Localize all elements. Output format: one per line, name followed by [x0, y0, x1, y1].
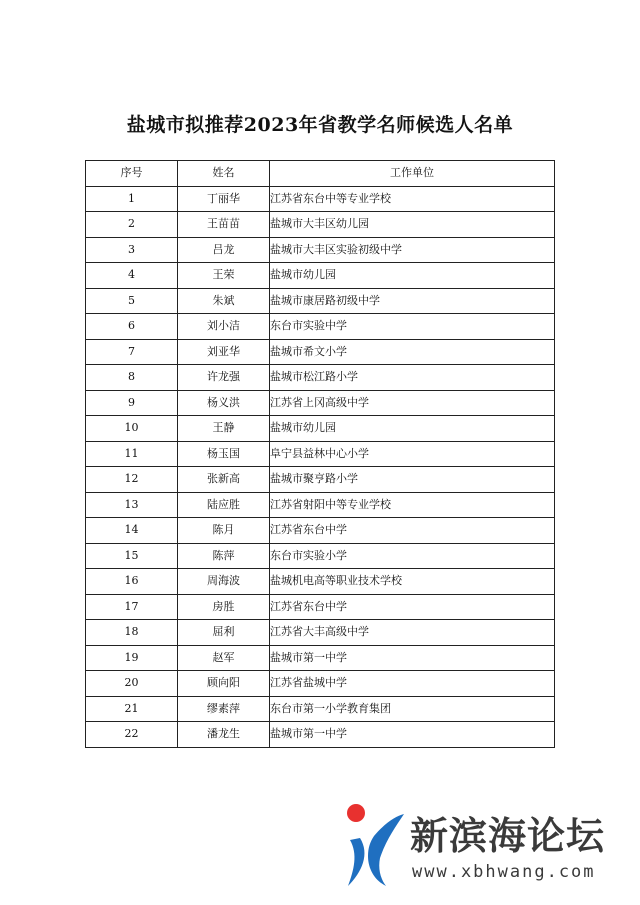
table-row [86, 288, 555, 314]
cell-name: 陆应胜 [178, 492, 270, 518]
table-row [86, 569, 555, 595]
cell-name: 王苗苗 [178, 212, 270, 238]
cell-no: 2 [86, 212, 178, 238]
header-unit: 工作单位 [270, 161, 555, 187]
table-row [86, 390, 555, 416]
cell-unit: 江苏省盐城中学 [270, 671, 555, 697]
cell-no: 14 [86, 518, 178, 544]
table-row [86, 263, 555, 289]
watermark-site-name: 新滨海论坛 [410, 814, 606, 858]
cell-unit: 江苏省上冈高级中学 [270, 390, 555, 416]
cell-no: 6 [86, 314, 178, 340]
candidate-table [85, 160, 555, 748]
cell-unit: 阜宁县益林中心小学 [270, 441, 555, 467]
cell-no: 15 [86, 543, 178, 569]
cell-unit: 盐城市幼儿园 [270, 263, 555, 289]
cell-no: 19 [86, 645, 178, 671]
table-row [86, 696, 555, 722]
table-row [86, 237, 555, 263]
table-row [86, 416, 555, 442]
cell-name: 陈萍 [178, 543, 270, 569]
cell-no: 17 [86, 594, 178, 620]
header-no: 序号 [86, 161, 178, 187]
cell-name: 张新高 [178, 467, 270, 493]
cell-no: 1 [86, 186, 178, 212]
cell-unit: 盐城市希文小学 [270, 339, 555, 365]
cell-unit: 盐城市聚亨路小学 [270, 467, 555, 493]
cell-name: 缪素萍 [178, 696, 270, 722]
cell-name: 杨玉国 [178, 441, 270, 467]
cell-name: 朱斌 [178, 288, 270, 314]
table-row [86, 543, 555, 569]
cell-unit: 盐城市第一中学 [270, 645, 555, 671]
table-row [86, 467, 555, 493]
cell-name: 吕龙 [178, 237, 270, 263]
table-row [86, 518, 555, 544]
table-row [86, 722, 555, 748]
cell-no: 20 [86, 671, 178, 697]
cell-name: 许龙强 [178, 365, 270, 391]
cell-no: 5 [86, 288, 178, 314]
cell-no: 7 [86, 339, 178, 365]
cell-name: 房胜 [178, 594, 270, 620]
cell-name: 屈利 [178, 620, 270, 646]
cell-no: 12 [86, 467, 178, 493]
cell-unit: 江苏省东台中学 [270, 594, 555, 620]
table-header-row [86, 161, 555, 187]
cell-unit: 东台市实验小学 [270, 543, 555, 569]
site-watermark [340, 800, 630, 895]
table-row [86, 645, 555, 671]
cell-name: 赵军 [178, 645, 270, 671]
table-row [86, 339, 555, 365]
cell-no: 21 [86, 696, 178, 722]
table-body [86, 186, 555, 747]
table-row [86, 186, 555, 212]
cell-unit: 盐城市松江路小学 [270, 365, 555, 391]
cell-unit: 盐城市第一中学 [270, 722, 555, 748]
cell-name: 刘小洁 [178, 314, 270, 340]
cell-name: 王静 [178, 416, 270, 442]
cell-unit: 盐城市大丰区幼儿园 [270, 212, 555, 238]
cell-name: 刘亚华 [178, 339, 270, 365]
table-row [86, 492, 555, 518]
table-row [86, 671, 555, 697]
table-row [86, 314, 555, 340]
cell-no: 16 [86, 569, 178, 595]
cell-unit: 东台市实验中学 [270, 314, 555, 340]
table-row [86, 594, 555, 620]
table-row [86, 441, 555, 467]
cell-name: 周海波 [178, 569, 270, 595]
cell-name: 丁丽华 [178, 186, 270, 212]
watermark-url: www.xbhwang.com [412, 862, 596, 882]
cell-name: 陈月 [178, 518, 270, 544]
cell-unit: 江苏省东台中等专业学校 [270, 186, 555, 212]
cell-unit: 江苏省东台中学 [270, 518, 555, 544]
cell-name: 顾向阳 [178, 671, 270, 697]
cell-no: 9 [86, 390, 178, 416]
cell-unit: 江苏省射阳中等专业学校 [270, 492, 555, 518]
cell-no: 11 [86, 441, 178, 467]
cell-name: 王荣 [178, 263, 270, 289]
cell-unit: 盐城市幼儿园 [270, 416, 555, 442]
xbh-logo-icon [340, 800, 406, 890]
table-row [86, 620, 555, 646]
page-title: 盐城市拟推荐2023年省教学名师候选人名单 [126, 114, 514, 136]
cell-no: 18 [86, 620, 178, 646]
cell-no: 22 [86, 722, 178, 748]
cell-no: 8 [86, 365, 178, 391]
header-name: 姓名 [178, 161, 270, 187]
cell-name: 潘龙生 [178, 722, 270, 748]
cell-unit: 盐城市大丰区实验初级中学 [270, 237, 555, 263]
cell-no: 13 [86, 492, 178, 518]
table-row [86, 365, 555, 391]
cell-unit: 江苏省大丰高级中学 [270, 620, 555, 646]
cell-no: 10 [86, 416, 178, 442]
cell-no: 4 [86, 263, 178, 289]
cell-no: 3 [86, 237, 178, 263]
cell-unit: 东台市第一小学教育集团 [270, 696, 555, 722]
cell-name: 杨义洪 [178, 390, 270, 416]
table-row [86, 212, 555, 238]
cell-unit: 盐城市康居路初级中学 [270, 288, 555, 314]
cell-unit: 盐城机电高等职业技术学校 [270, 569, 555, 595]
